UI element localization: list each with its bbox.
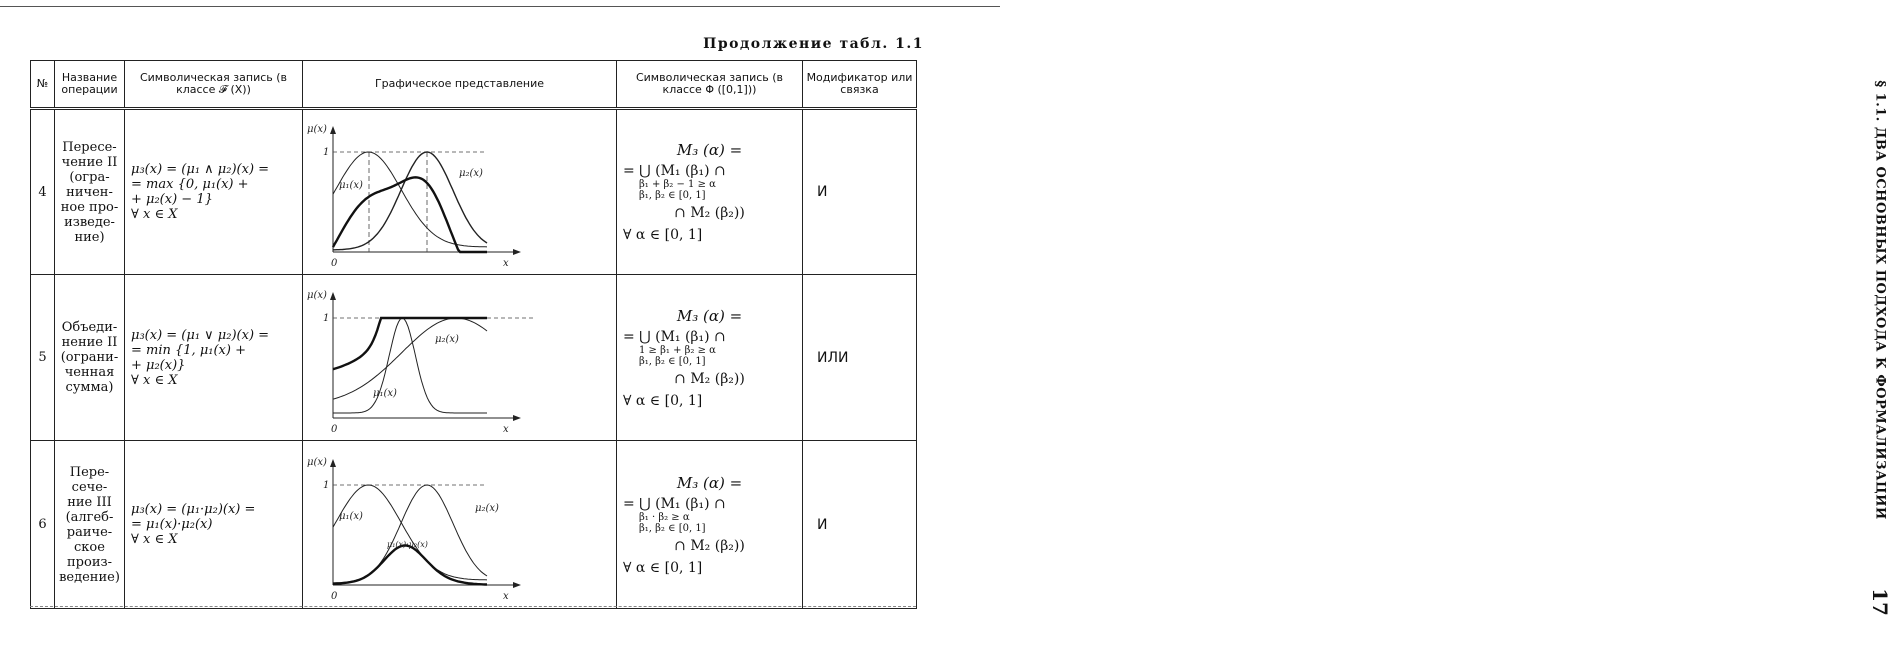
modifier: И	[803, 441, 917, 609]
operations-table	[30, 60, 917, 609]
formula-line-2: = ⋃ (M₁ (β₁) ∩	[623, 163, 726, 179]
curve-label-mu1: μ₁(x)	[339, 180, 363, 191]
fuzzy-set-formula: μ₃(x) = (μ₁·μ₂)(x) = = μ₁(x)·μ₂(x) ∀ x ∈ X	[125, 441, 303, 609]
interval-formula	[617, 275, 803, 441]
curve-mu2	[333, 152, 487, 250]
header-fsym: Символическая запись (в классе 𝓕 (X))	[125, 61, 303, 109]
y-axis-label: μ(x)	[307, 289, 327, 301]
row-number: 6	[31, 441, 55, 609]
curve-mu1	[333, 485, 487, 580]
curve-label-mu2: μ₂(x)	[459, 168, 483, 179]
table-row	[31, 109, 917, 275]
header-graph: Графическое представление	[303, 61, 617, 109]
graph-cell	[303, 441, 617, 609]
modifier: ИЛИ	[803, 275, 917, 441]
header-name: Название операции	[55, 61, 125, 109]
table-row	[31, 441, 917, 609]
formula-line-1: M₃ (α) =	[676, 141, 743, 159]
x-axis-label: x	[503, 258, 509, 269]
formula-condition: β₁ · β₂ ≥ α β₁, β₂ ∈ [0, 1]	[639, 511, 706, 534]
x-axis-label: x	[503, 590, 509, 602]
formula-line-2: = ⋃ (M₁ (β₁) ∩	[623, 495, 726, 512]
fuzzy-set-formula: μ₃(x) = (μ₁ ∨ μ₂)(x) = = min {1, μ₁(x) + + μ₂(x)} ∀ x ∈ X	[125, 275, 303, 441]
membership-graph	[303, 110, 617, 274]
table-caption: Продолжение табл. 1.1	[703, 36, 924, 52]
graph-cell	[303, 275, 617, 441]
formula-line-5: ∀ α ∈ [0, 1]	[623, 559, 703, 576]
row-number: 5	[31, 275, 55, 441]
curve-mu2	[333, 485, 487, 583]
formula-line-4: ∩ M₂ (β₂))	[674, 537, 745, 554]
operation-name: Объеди- нение II (ограни- ченная сумма)	[55, 275, 125, 441]
membership-graph	[303, 276, 617, 440]
curve-result	[333, 318, 487, 369]
page-number: 17	[1868, 588, 1892, 616]
tick-label-zero: 0	[331, 423, 338, 435]
formula-line-1: M₃ (α) =	[676, 306, 743, 325]
graph-cell	[303, 109, 617, 275]
running-head: § 1.1. ДВА ОСНОВНЫХ ПОДХОДА К ФОРМАЛИЗАЦИИ	[1872, 80, 1888, 520]
formula-line-5: ∀ α ∈ [0, 1]	[623, 392, 703, 409]
page-margin	[920, 0, 1892, 645]
tick-label-one: 1	[323, 147, 330, 158]
curve-label-mu2: μ₂(x)	[435, 333, 459, 345]
curve-label-mu2: μ₂(x)	[475, 502, 499, 514]
tick-label-zero: 0	[331, 258, 338, 269]
interval-formula	[617, 441, 803, 609]
top-rule	[0, 6, 1000, 7]
tick-label-one: 1	[323, 479, 330, 491]
header-row	[31, 61, 917, 109]
operation-name: Пере- сече- ние III (алгеб- раиче- ское произ- ведение)	[55, 441, 125, 609]
curve-mu1	[333, 152, 487, 247]
curve-label-mu1: μ₁(x)	[373, 387, 397, 399]
header-num: №	[31, 61, 55, 109]
formula-line-4: ∩ M₂ (β₂))	[674, 205, 745, 221]
modifier: И	[803, 109, 917, 275]
formula-line-1: M₃ (α) =	[676, 473, 743, 492]
tick-label-zero: 0	[331, 590, 338, 602]
x-axis-label: x	[503, 423, 509, 435]
curve-label-mu1: μ₁(x)	[339, 510, 363, 522]
interval-formula	[617, 109, 803, 275]
header-mod: Модификатор или связка	[803, 61, 917, 109]
formula-condition: β₁ + β₂ − 1 ≥ α β₁, β₂ ∈ [0, 1]	[639, 179, 716, 201]
y-axis-label: μ(x)	[307, 124, 327, 135]
membership-graph	[303, 443, 617, 607]
formula-line-2: = ⋃ (M₁ (β₁) ∩	[623, 328, 726, 345]
formula-condition: 1 ≥ β₁ + β₂ ≥ α β₁, β₂ ∈ [0, 1]	[639, 344, 716, 367]
formula-line-5: ∀ α ∈ [0, 1]	[623, 227, 703, 243]
curve-mu1	[333, 318, 487, 413]
y-axis-label: μ(x)	[307, 456, 327, 468]
graph-axes	[330, 459, 521, 588]
row-number: 4	[31, 109, 55, 275]
tick-label-one: 1	[323, 312, 330, 324]
header-phisym: Символическая запись (в классе Φ ([0,1]))	[617, 61, 803, 109]
curve-label-product: μ₁(x)·μ₂(x)	[387, 539, 428, 549]
table-row	[31, 275, 917, 441]
operation-name: Пересе- чение II (огра- ничен- ное про- изведе- ние)	[55, 109, 125, 275]
fuzzy-set-formula: μ₃(x) = (μ₁ ∧ μ₂)(x) = = max {0, μ₁(x) + + μ₂(x) − 1} ∀ x ∈ X	[125, 109, 303, 275]
formula-line-4: ∩ M₂ (β₂))	[674, 370, 745, 387]
bottom-rule	[30, 606, 916, 608]
